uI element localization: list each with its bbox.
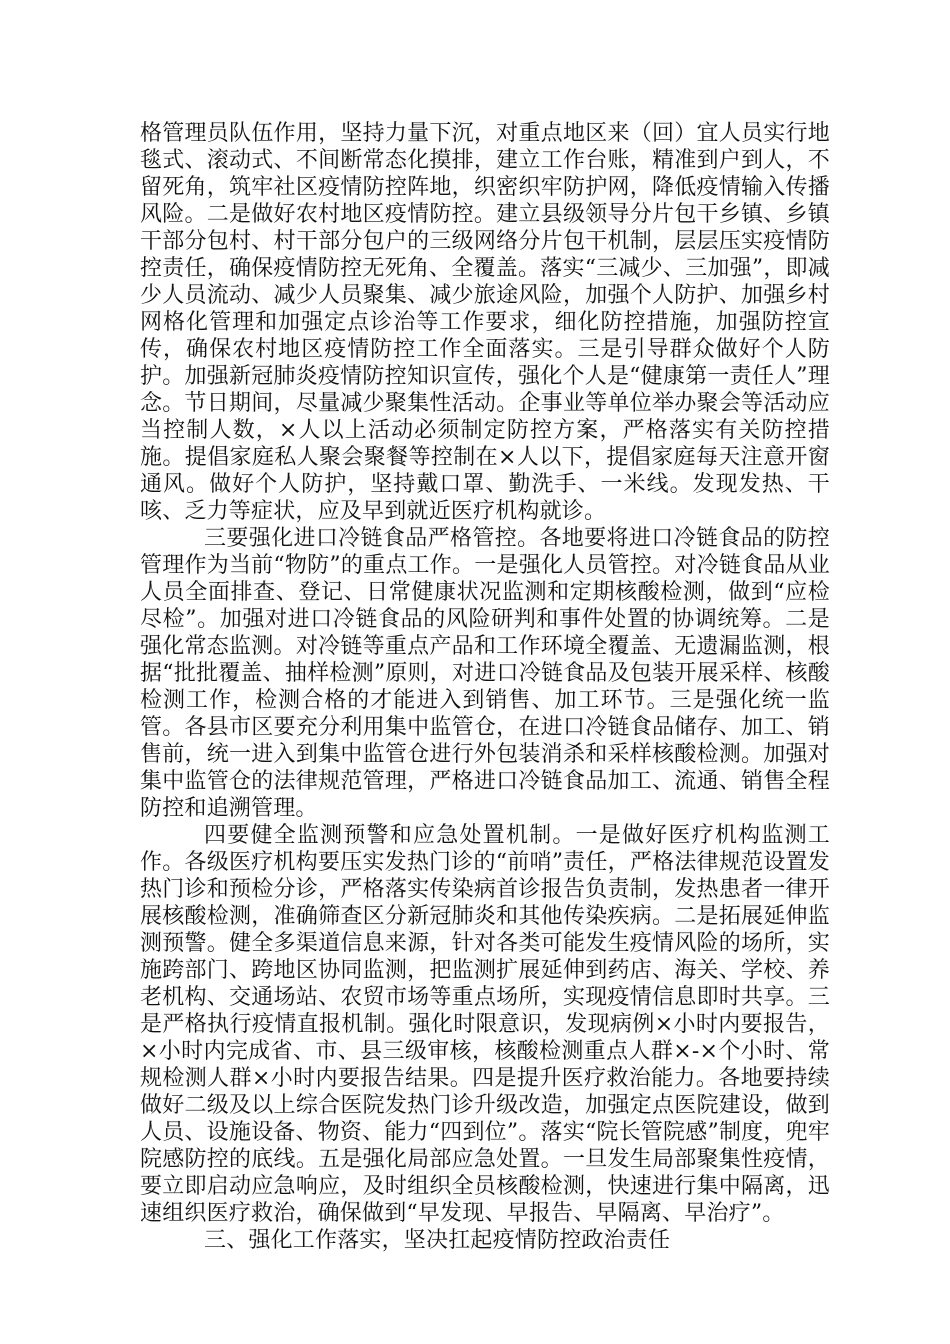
paragraph-monitoring: 四要健全监测预警和应急处置机制。一是做好医疗机构监测工作。各级医疗机构要压实发热门诊的“前哨”责任，严格法律规范设置发热门诊和预检分诊，严格落实传染病首诊报告负责制，发热患者一律开展核酸检测，准确筛查区分新冠肺炎和其他传染疾病。二是拓展延伸监测预警。健全多渠道信息来源，针对各类可能发生疫情风险的场所，实施跨部门、跨地区协同监测，把监测扩展延伸到药店、海关、学校、养老机构、交通场站、农贸市场等重点场所，实现疫情信息即时共享。三是严格执行疫情直报机制。强化时限意识，发现病例×小时内要报告，×小时内完成省、市、县三级审核，核酸检测重点人群×-×个小时、常规检测人群×小时内要报告结果。四是提升医疗救治能力。各地要持续做好二级及以上综合医院发热门诊升级改造，加强定点医院建设，做到人员、设施设备、物资、能力“四到位”。落实“院长管院感”制度，兜牢院感防控的底线。五是强化局部应急处置。一旦发生局部聚集性疫情，要立即启动应急响应，及时组织全员核酸检测，快速进行集中隔离，迅速组织医疗救治，确保做到“早发现、早报告、早隔离、早治疗”。: [140, 823, 830, 1226]
document-body: [140, 120, 830, 1254]
paragraph-continued: 格管理员队伍作用，坚持力量下沉，对重点地区来（回）宜人员实行地毯式、滚动式、不间断常态化摸排，建立工作台账，精准到户到人，不留死角，筑牢社区疫情防控阵地，织密织牢防护网，降低疫情输入传播风险。二是做好农村地区疫情防控。建立县级领导分片包干乡镇、乡镇干部分包村、村干部分包户的三级网络分片包干机制，层层压实疫情防控责任，确保疫情防控无死角、全覆盖。落实“三减少、三加强”，即减少人员流动、减少人员聚集、减少旅途风险，加强个人防护、加强乡村网格化管理和加强定点诊治等工作要求，细化防控措施，加强防控宣传，确保农村地区疫情防控工作全面落实。三是引导群众做好个人防护。加强新冠肺炎疫情防控知识宣传，强化个人是“健康第一责任人”理念。节日期间，尽量减少聚集性活动。企事业等单位举办聚会等活动应当控制人数，×人以上活动必须制定防控方案，严格落实有关防控措施。提倡家庭私人聚会聚餐等控制在×人以下，提倡家庭每天注意开窗通风。做好个人防护，坚持戴口罩、勤洗手、一米线。发现发热、干咳、乏力等症状，应及早到就近医疗机构就诊。: [140, 121, 830, 524]
section-heading: 三、强化工作落实，坚决扛起疫情防控政治责任: [204, 1228, 671, 1253]
paragraph-cold-chain: 三要强化进口冷链食品严格管控。各地要将进口冷链食品的防控管理作为当前“物防”的重点工作。一是强化人员管控。对冷链食品从业人员全面排查、登记、日常健康状况监测和定期核酸检测，做到“应检尽检”。加强对进口冷链食品的风险研判和事件处置的协调统筹。二是强化常态监测。对冷链等重点产品和工作环境全覆盖、无遗漏监测，根据“批批覆盖、抽样检测”原则，对进口冷链食品及包装开展采样、核酸检测工作，检测合格的才能进入到销售、加工环节。三是强化统一监管。各县市区要充分利用集中监管仓，在进口冷链食品储存、加工、销售前，统一进入到集中监管仓进行外包装消杀和采样核酸检测。加强对集中监管仓的法律规范管理，严格进口冷链食品加工、流通、销售全程防控和追溯管理。: [140, 526, 830, 821]
